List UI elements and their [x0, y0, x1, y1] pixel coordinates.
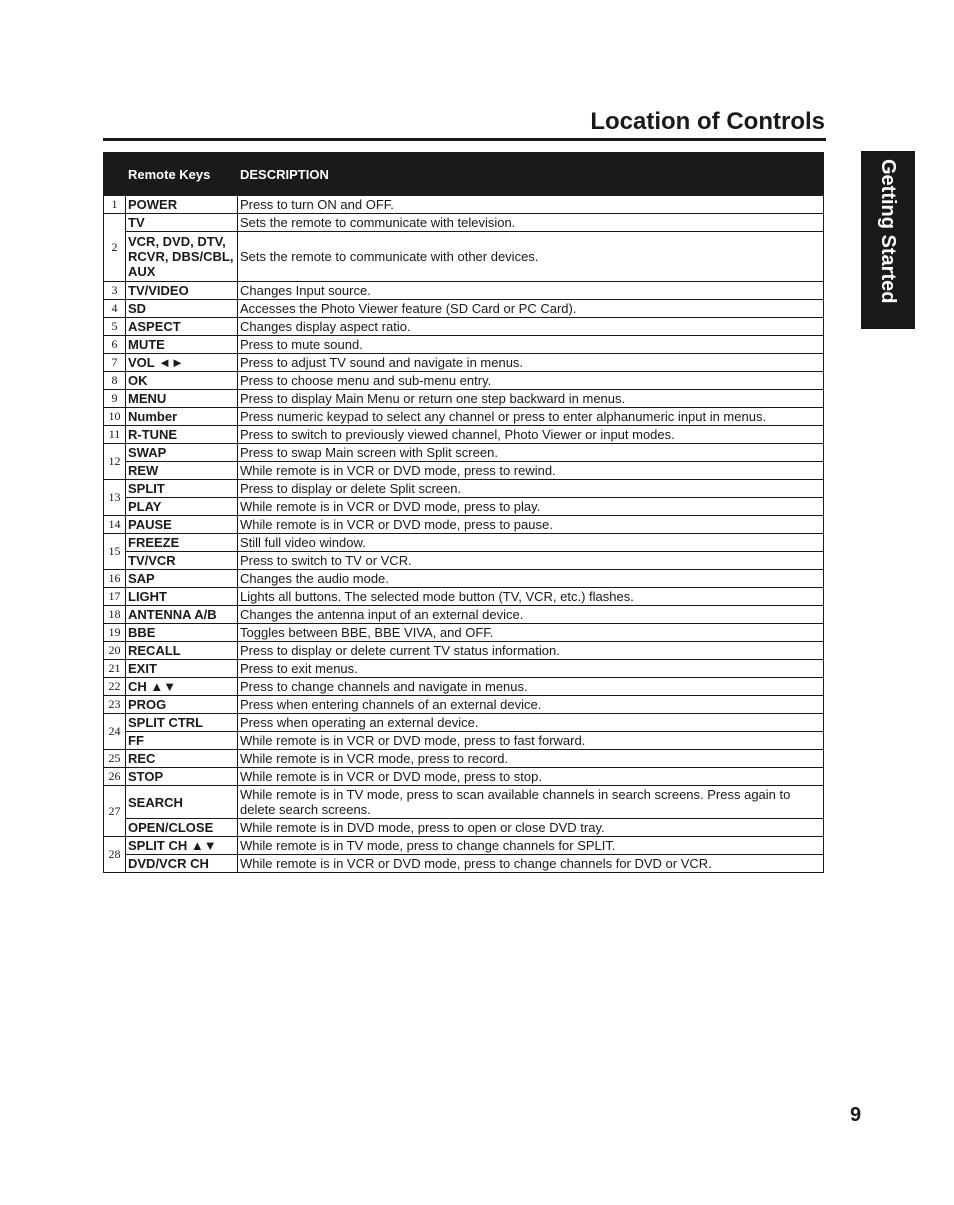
- remote-key-description: While remote is in VCR or DVD mode, press to stop.: [238, 768, 824, 786]
- remote-key-name: CH ▲▼: [126, 678, 238, 696]
- row-number: 8: [104, 372, 126, 390]
- remote-key-name: ASPECT: [126, 318, 238, 336]
- remote-key-description: Press to switch to previously viewed channel, Photo Viewer or input modes.: [238, 426, 824, 444]
- remote-key-description: Press to exit menus.: [238, 660, 824, 678]
- remote-key-description: Still full video window.: [238, 534, 824, 552]
- table-row: [104, 732, 824, 750]
- table-row: [104, 390, 824, 408]
- table-row: [104, 606, 824, 624]
- row-number: 18: [104, 606, 126, 624]
- row-number: 14: [104, 516, 126, 534]
- table-row: [104, 214, 824, 232]
- title-divider: [103, 138, 826, 141]
- table-row: [104, 462, 824, 480]
- remote-key-name: REC: [126, 750, 238, 768]
- remote-key-name: TV/VIDEO: [126, 282, 238, 300]
- remote-key-name: MENU: [126, 390, 238, 408]
- row-number: 26: [104, 768, 126, 786]
- remote-key-description: Press to display Main Menu or return one step backward in menus.: [238, 390, 824, 408]
- remote-key-description: Press to switch to TV or VCR.: [238, 552, 824, 570]
- remote-key-name: DVD/VCR CH: [126, 855, 238, 873]
- table-row: [104, 696, 824, 714]
- table-row: [104, 372, 824, 390]
- remote-key-description: Press to change channels and navigate in menus.: [238, 678, 824, 696]
- remote-key-name: REW: [126, 462, 238, 480]
- remote-key-description: While remote is in DVD mode, press to open or close DVD tray.: [238, 819, 824, 837]
- table-row: [104, 318, 824, 336]
- row-number: 13: [104, 480, 126, 516]
- table-row: [104, 660, 824, 678]
- remote-key-name: BBE: [126, 624, 238, 642]
- table-row: [104, 196, 824, 214]
- section-tab-label: Getting Started: [877, 159, 899, 304]
- table-row: [104, 408, 824, 426]
- remote-key-description: While remote is in VCR or DVD mode, press to change channels for DVD or VCR.: [238, 855, 824, 873]
- row-number: 11: [104, 426, 126, 444]
- remote-key-description: Press to display or delete Split screen.: [238, 480, 824, 498]
- remote-key-description: Lights all buttons. The selected mode button (TV, VCR, etc.) flashes.: [238, 588, 824, 606]
- remote-key-name: VCR, DVD, DTV, RCVR, DBS/CBL, AUX: [126, 232, 238, 282]
- table-row: [104, 232, 824, 282]
- row-number: 16: [104, 570, 126, 588]
- row-number: 19: [104, 624, 126, 642]
- remote-key-name: OPEN/CLOSE: [126, 819, 238, 837]
- remote-key-description: While remote is in VCR or DVD mode, press to pause.: [238, 516, 824, 534]
- page-title: Location of Controls: [590, 108, 825, 135]
- remote-key-name: SWAP: [126, 444, 238, 462]
- row-number: 1: [104, 196, 126, 214]
- table-row: [104, 282, 824, 300]
- row-number: 5: [104, 318, 126, 336]
- remote-key-description: Sets the remote to communicate with other devices.: [238, 232, 824, 282]
- row-number: 25: [104, 750, 126, 768]
- row-number: 24: [104, 714, 126, 750]
- table-row: [104, 552, 824, 570]
- row-number: 20: [104, 642, 126, 660]
- row-number: 6: [104, 336, 126, 354]
- table-row: [104, 624, 824, 642]
- table-row: [104, 768, 824, 786]
- row-number: 9: [104, 390, 126, 408]
- remote-key-name: EXIT: [126, 660, 238, 678]
- remote-key-description: Press to swap Main screen with Split screen.: [238, 444, 824, 462]
- remote-key-name: SPLIT CTRL: [126, 714, 238, 732]
- remote-key-description: While remote is in VCR or DVD mode, press to play.: [238, 498, 824, 516]
- row-number: 3: [104, 282, 126, 300]
- table-header-row: [104, 153, 824, 196]
- remote-key-name: SAP: [126, 570, 238, 588]
- remote-key-description: Changes Input source.: [238, 282, 824, 300]
- table-row: [104, 516, 824, 534]
- remote-key-name: SEARCH: [126, 786, 238, 819]
- remote-key-name: VOL ◄►: [126, 354, 238, 372]
- table-row: [104, 336, 824, 354]
- remote-key-description: While remote is in VCR mode, press to record.: [238, 750, 824, 768]
- table-row: [104, 570, 824, 588]
- remote-key-description: Press to choose menu and sub-menu entry.: [238, 372, 824, 390]
- row-number: 22: [104, 678, 126, 696]
- remote-key-name: STOP: [126, 768, 238, 786]
- page-number: 9: [850, 1104, 862, 1126]
- remote-key-description: Changes display aspect ratio.: [238, 318, 824, 336]
- remote-key-name: PROG: [126, 696, 238, 714]
- remote-key-name: SD: [126, 300, 238, 318]
- row-number: 27: [104, 786, 126, 837]
- remote-key-name: MUTE: [126, 336, 238, 354]
- table-row: [104, 534, 824, 552]
- remote-key-description: Sets the remote to communicate with television.: [238, 214, 824, 232]
- remote-key-name: RECALL: [126, 642, 238, 660]
- table-row: [104, 588, 824, 606]
- row-number: 4: [104, 300, 126, 318]
- remote-key-description: Press to adjust TV sound and navigate in menus.: [238, 354, 824, 372]
- row-number: 17: [104, 588, 126, 606]
- remote-key-name: FREEZE: [126, 534, 238, 552]
- remote-key-description: Accesses the Photo Viewer feature (SD Card or PC Card).: [238, 300, 824, 318]
- table-row: [104, 498, 824, 516]
- remote-key-description: While remote is in VCR or DVD mode, press to fast forward.: [238, 732, 824, 750]
- table-row: [104, 678, 824, 696]
- table-row: [104, 642, 824, 660]
- table-row: [104, 714, 824, 732]
- remote-key-name: Number: [126, 408, 238, 426]
- row-number: 10: [104, 408, 126, 426]
- remote-key-name: POWER: [126, 196, 238, 214]
- remote-key-description: While remote is in TV mode, press to change channels for SPLIT.: [238, 837, 824, 855]
- remote-key-name: SPLIT: [126, 480, 238, 498]
- remote-key-description: Press when entering channels of an external device.: [238, 696, 824, 714]
- number-column-header: [104, 153, 126, 196]
- table-row: [104, 786, 824, 819]
- section-tab: [861, 151, 915, 329]
- remote-key-name: TV/VCR: [126, 552, 238, 570]
- remote-key-name: R-TUNE: [126, 426, 238, 444]
- row-number: 2: [104, 214, 126, 282]
- remote-key-name: TV: [126, 214, 238, 232]
- remote-key-description: Press to turn ON and OFF.: [238, 196, 824, 214]
- row-number: 15: [104, 534, 126, 570]
- remote-key-description: Changes the audio mode.: [238, 570, 824, 588]
- remote-key-name: ANTENNA A/B: [126, 606, 238, 624]
- remote-keys-column-header: Remote Keys: [126, 153, 238, 196]
- row-number: 21: [104, 660, 126, 678]
- remote-key-name: SPLIT CH ▲▼: [126, 837, 238, 855]
- table-body: [104, 196, 824, 873]
- table-row: [104, 300, 824, 318]
- remote-key-name: LIGHT: [126, 588, 238, 606]
- table-row: [104, 837, 824, 855]
- remote-key-name: PLAY: [126, 498, 238, 516]
- remote-key-name: PAUSE: [126, 516, 238, 534]
- remote-key-description: Changes the antenna input of an external device.: [238, 606, 824, 624]
- description-column-header: DESCRIPTION: [238, 153, 824, 196]
- table-row: [104, 855, 824, 873]
- remote-key-description: While remote is in TV mode, press to scan available channels in search screens. Press again to delete search screens.: [238, 786, 824, 819]
- remote-key-description: Press to mute sound.: [238, 336, 824, 354]
- remote-key-name: OK: [126, 372, 238, 390]
- remote-key-description: Press to display or delete current TV status information.: [238, 642, 824, 660]
- remote-key-description: While remote is in VCR or DVD mode, press to rewind.: [238, 462, 824, 480]
- remote-key-description: Toggles between BBE, BBE VIVA, and OFF.: [238, 624, 824, 642]
- row-number: 28: [104, 837, 126, 873]
- remote-key-description: Press when operating an external device.: [238, 714, 824, 732]
- remote-keys-table: [103, 152, 824, 873]
- table-row: [104, 480, 824, 498]
- remote-key-description: Press numeric keypad to select any channel or press to enter alphanumeric input in menus.: [238, 408, 824, 426]
- table-row: [104, 819, 824, 837]
- remote-key-name: FF: [126, 732, 238, 750]
- row-number: 12: [104, 444, 126, 480]
- row-number: 23: [104, 696, 126, 714]
- table-row: [104, 426, 824, 444]
- table-row: [104, 444, 824, 462]
- table-row: [104, 750, 824, 768]
- table-row: [104, 354, 824, 372]
- row-number: 7: [104, 354, 126, 372]
